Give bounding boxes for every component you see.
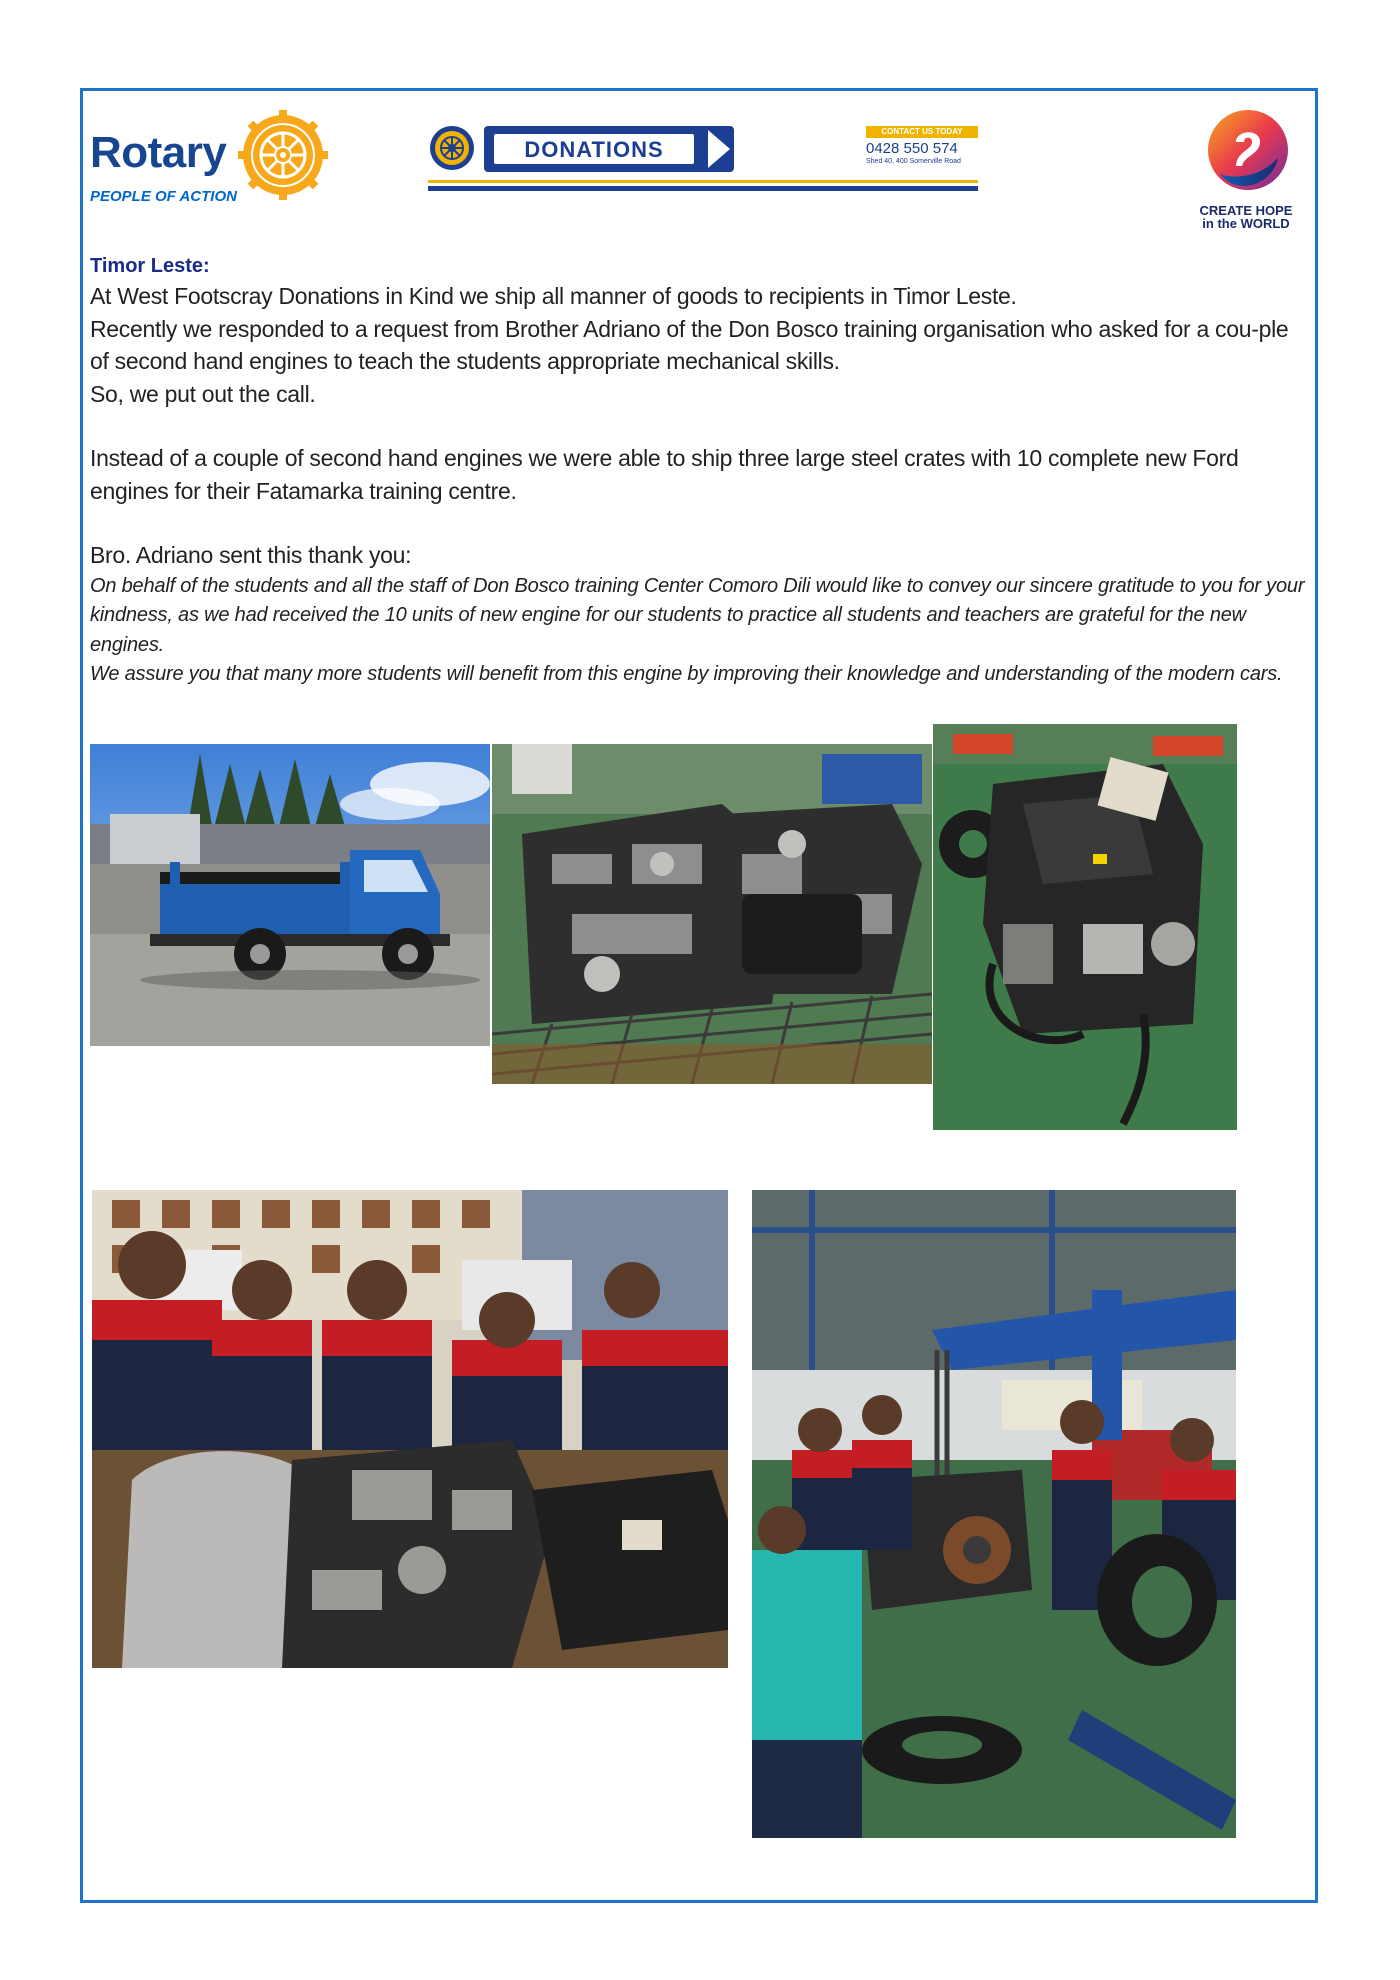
- photo-students-engines: [92, 1190, 728, 1668]
- logo-underline-navy: [428, 186, 978, 191]
- quote-assurance: We assure you that many more students will benefit from this engine by improving their knowledge and understanding of the modern cars.: [90, 663, 1283, 685]
- paragraph-thanks-intro: Bro. Adriano sent this thank you:: [90, 542, 412, 568]
- photo-blue-truck: [90, 744, 490, 1046]
- rotary-wheel-small-icon: [428, 124, 476, 172]
- photo-engine-hoist: [752, 1190, 1236, 1838]
- arrow-shape-icon: [708, 130, 730, 168]
- kind-wordmark-box: [484, 126, 734, 172]
- rotary-wordmark: Rotary: [90, 128, 227, 177]
- logo-underline-gold: [428, 180, 978, 183]
- rotary-wheel-icon: [238, 110, 328, 200]
- photo-single-engine: [933, 724, 1237, 1130]
- quote-gratitude: On behalf of the students and all the staff of Don Bosco training Center Comoro Dili would like to convey our sincere gratitude to you for your kindness, as we had received the 10 units of new engine for our students to practice all students and teachers are grateful for the new engines.: [90, 574, 1305, 656]
- article-body: [90, 252, 1310, 690]
- article-heading: Timor Leste:: [90, 255, 210, 277]
- create-hope-line1: CREATE HOPE: [1199, 203, 1293, 218]
- contact-label: CONTACT US TODAY: [866, 126, 978, 138]
- create-hope-line2: in the WORLD: [1202, 216, 1290, 231]
- paragraph-intro: At West Footscray Donations in Kind we ship all manner of goods to recipients in Timor Leste.: [90, 283, 1017, 309]
- rotary-logo: [90, 110, 330, 210]
- create-hope-emblem-icon: [1196, 104, 1296, 200]
- kind-wordmark: DONATIONS: [524, 137, 664, 162]
- create-hope-logo: [1196, 104, 1296, 234]
- contact-address: Shed 40, 400 Somerville Road: [866, 158, 961, 165]
- paragraph-request: Recently we responded to a request from Brother Adriano of the Don Bosco training organisation who asked for a cou-ple of second hand engines to teach the students appropriate mechanical skills.: [90, 315, 1289, 374]
- photo-engines-crate: [492, 744, 932, 1084]
- paragraph-shipment: Instead of a couple of second hand engines we were able to ship three large steel crates with 10 complete new Ford engines for their Fatamarka training centre.: [90, 445, 1239, 504]
- rotary-tagline: PEOPLE OF ACTION: [90, 188, 237, 205]
- create-hope-text: [1196, 204, 1296, 230]
- contact-block: [866, 126, 978, 172]
- contact-phone: 0428 550 574: [866, 140, 958, 157]
- donations-in-kind-logo: [428, 120, 978, 196]
- paragraph-call: So, we put out the call.: [90, 380, 316, 407]
